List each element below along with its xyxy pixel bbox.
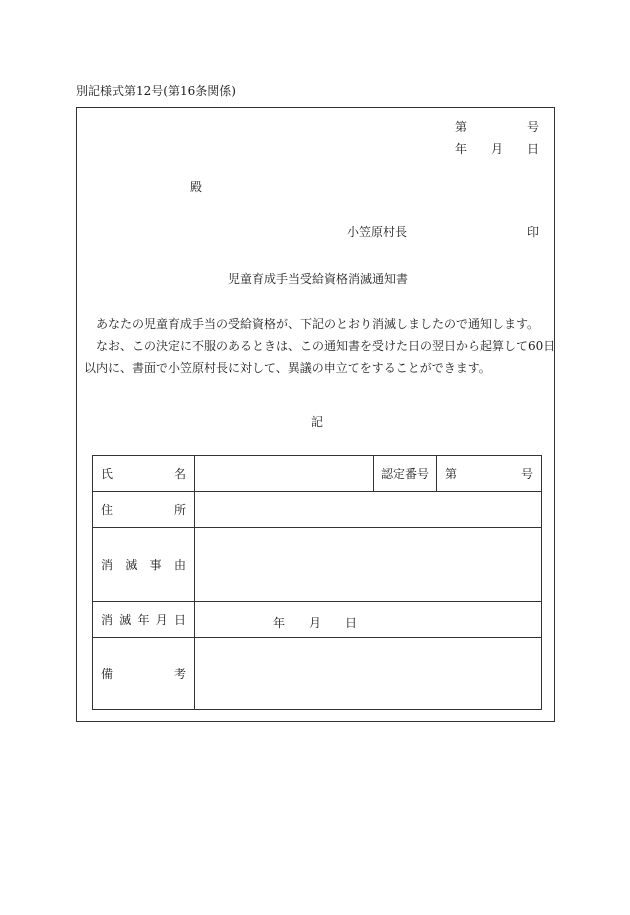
date-value-cell[interactable] xyxy=(195,602,542,638)
address-value-cell[interactable] xyxy=(195,492,542,528)
issuer-name: 小笠原村長 xyxy=(347,225,408,239)
row-name xyxy=(93,456,542,492)
row-remarks xyxy=(93,638,542,710)
cert-no-suffix: 号 xyxy=(520,467,533,481)
date-label-char: 消 xyxy=(101,613,114,627)
reason-label-char: 由 xyxy=(173,558,186,572)
name-label-char: 名 xyxy=(173,467,186,481)
address-label-char: 住 xyxy=(101,503,114,517)
paragraph-2-line-2: 以内に、書面で小笠原村長に対して、異議の申立てをすることができます。 xyxy=(84,361,491,375)
remarks-label-char: 備 xyxy=(101,667,114,681)
reason-label-char: 消 xyxy=(101,558,114,572)
reason-label-char: 滅 xyxy=(125,558,138,572)
date-label-cell xyxy=(93,602,195,638)
date-label-char: 年 xyxy=(137,613,150,627)
name-label-char: 氏 xyxy=(101,467,114,481)
doc-number-suffix: 号 xyxy=(527,120,540,134)
address-label-char: 所 xyxy=(173,503,186,517)
paragraph-2-line-1: なお、この決定に不服のあるときは、この通知書を受けた日の翌日から起算して60日 xyxy=(96,339,556,353)
date-day-label: 日 xyxy=(527,142,540,156)
seal-mark: 印 xyxy=(527,225,540,239)
date-value-day: 日 xyxy=(345,616,358,630)
document-title: 児童育成手当受給資格消滅通知書 xyxy=(228,272,409,286)
date-month-label: 月 xyxy=(491,142,504,156)
addressee-suffix: 殿 xyxy=(190,180,203,194)
name-value-cell[interactable] xyxy=(195,456,374,492)
remarks-value-cell[interactable] xyxy=(195,638,542,710)
cert-no-value-cell[interactable] xyxy=(437,456,542,492)
date-label-char: 月 xyxy=(155,613,168,627)
row-address xyxy=(93,492,542,528)
date-label-char: 滅 xyxy=(119,613,132,627)
date-year-label: 年 xyxy=(455,142,468,156)
form-id: 別記様式第12号(第16条関係) xyxy=(76,84,236,98)
ki-heading: 記 xyxy=(311,415,324,429)
doc-number-prefix: 第 xyxy=(455,120,468,134)
reason-value-cell[interactable] xyxy=(195,528,542,602)
date-value-year: 年 xyxy=(273,616,286,630)
date-value-month: 月 xyxy=(309,616,322,630)
cert-no-label-cell xyxy=(374,456,437,492)
cert-no-prefix: 第 xyxy=(445,467,458,481)
remarks-label-char: 考 xyxy=(173,667,186,681)
row-date xyxy=(93,602,542,638)
row-reason xyxy=(93,528,542,602)
remarks-label-cell xyxy=(93,638,195,710)
address-label-cell xyxy=(93,492,195,528)
paragraph-1: あなたの児童育成手当の受給資格が、下記のとおり消滅しましたので通知します。 xyxy=(96,317,540,331)
cert-no-label: 認定番号 xyxy=(380,467,429,481)
detail-table xyxy=(92,455,542,710)
reason-label-cell xyxy=(93,528,195,602)
reason-label-char: 事 xyxy=(149,558,162,572)
date-label-char: 日 xyxy=(173,613,186,627)
name-label-cell xyxy=(93,456,195,492)
